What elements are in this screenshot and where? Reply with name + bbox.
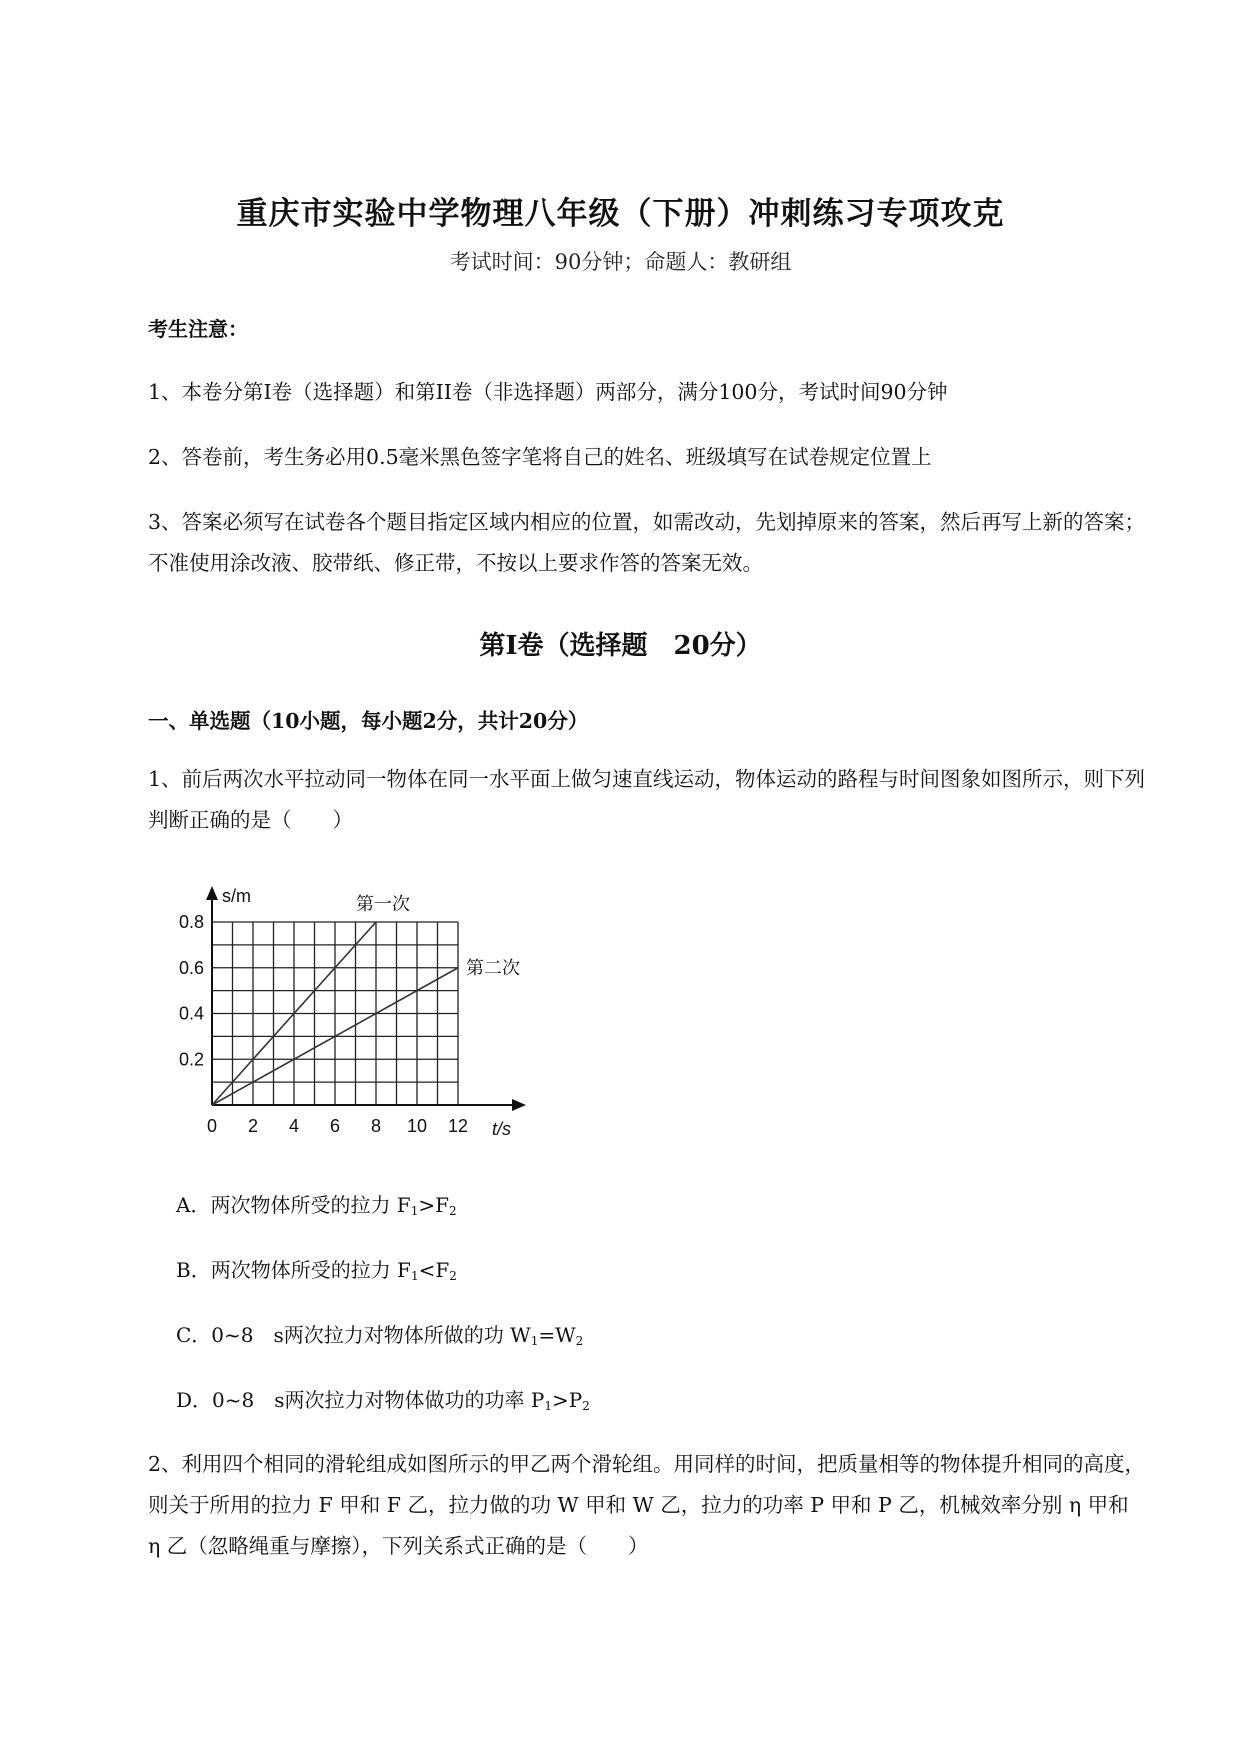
page-title: 重庆市实验中学物理八年级（下册）冲刺练习专项攻克 (236, 196, 1005, 232)
distance-time-chart (160, 880, 530, 1155)
series-label-2: 第二次 (466, 957, 520, 978)
q1-option-a[interactable]: A．两次物体所受的拉力 $F_1>F_2$ (176, 1193, 457, 1218)
y-axis-label: s/m (222, 886, 251, 906)
notice-item-3: 3、答案必须写在试卷各个题目指定区域内相应的位置，如需改动，先划掉原来的答案，然后再写上新的答案；不准使用涂改液、胶带纸、修正带，不按以上要求作答的答案无效。 (148, 510, 1146, 575)
q1-option-b[interactable]: B．两次物体所受的拉力 $F_1<F_2$ (176, 1258, 457, 1283)
notice-heading: 考生注意： (148, 317, 248, 341)
section-title: 第I卷（选择题 20分） (479, 631, 762, 661)
q1-option-c[interactable]: C．0~8 s两次拉力对物体所做的功 $W_1=W_2$ (176, 1323, 584, 1348)
x-axis-label: t/s (492, 1119, 512, 1139)
q1-option-d[interactable]: D．0~8 s两次拉力对物体做功的功率 $P_1>P_2$ (176, 1388, 590, 1413)
notice-item-2: 2、答卷前，考生务必用0.5毫米黑色签字笔将自己的姓名、班级填写在试卷规定位置上 (148, 445, 932, 469)
x-tick-label: 6 (329, 1116, 341, 1136)
x-tick-label: 0 (206, 1116, 218, 1136)
x-tick-label: 8 (370, 1116, 382, 1136)
x-tick-label: 4 (288, 1116, 300, 1136)
x-axis-arrow (512, 1099, 526, 1111)
y-tick-label: 0.2 (178, 1049, 204, 1070)
y-tick-label: 0.6 (178, 957, 204, 978)
notice-item-1: 1、本卷分第I卷（选择题）和第II卷（非选择题）两部分，满分100分，考试时间90分钟 (148, 380, 948, 404)
x-tick-label: 10 (406, 1116, 428, 1136)
y-tick-label: 0.4 (178, 1003, 204, 1024)
series-label-1: 第一次 (356, 894, 410, 914)
question-1-stem: 1、前后两次水平拉动同一物体在同一水平面上做匀速直线运动，物体运动的路程与时间图象如图所示，则下列判断正确的是（ ） (148, 767, 1146, 832)
x-tick-label: 2 (247, 1116, 259, 1136)
x-tick-label: 12 (447, 1116, 469, 1136)
y-tick-label: 0.8 (178, 912, 204, 932)
question-2-stem: 2、利用四个相同的滑轮组成如图所示的甲乙两个滑轮组。用同样的时间，把质量相等的物体提升相同的高度，则关于所用的拉力 F 甲和 F 乙，拉力做的功 W 甲和 W 乙，拉力的功率 P 甲和 P 乙，机械效率分别 η 甲和 η 乙（忽略绳重与摩擦），下列关系式正确的是（ ） (148, 1452, 1150, 1558)
part-heading: 一、单选题（10小题，每小题2分，共计20分） (148, 709, 589, 733)
y-axis-arrow (206, 886, 218, 900)
exam-info: 考试时间：90分钟；命题人：教研组 (449, 250, 792, 274)
